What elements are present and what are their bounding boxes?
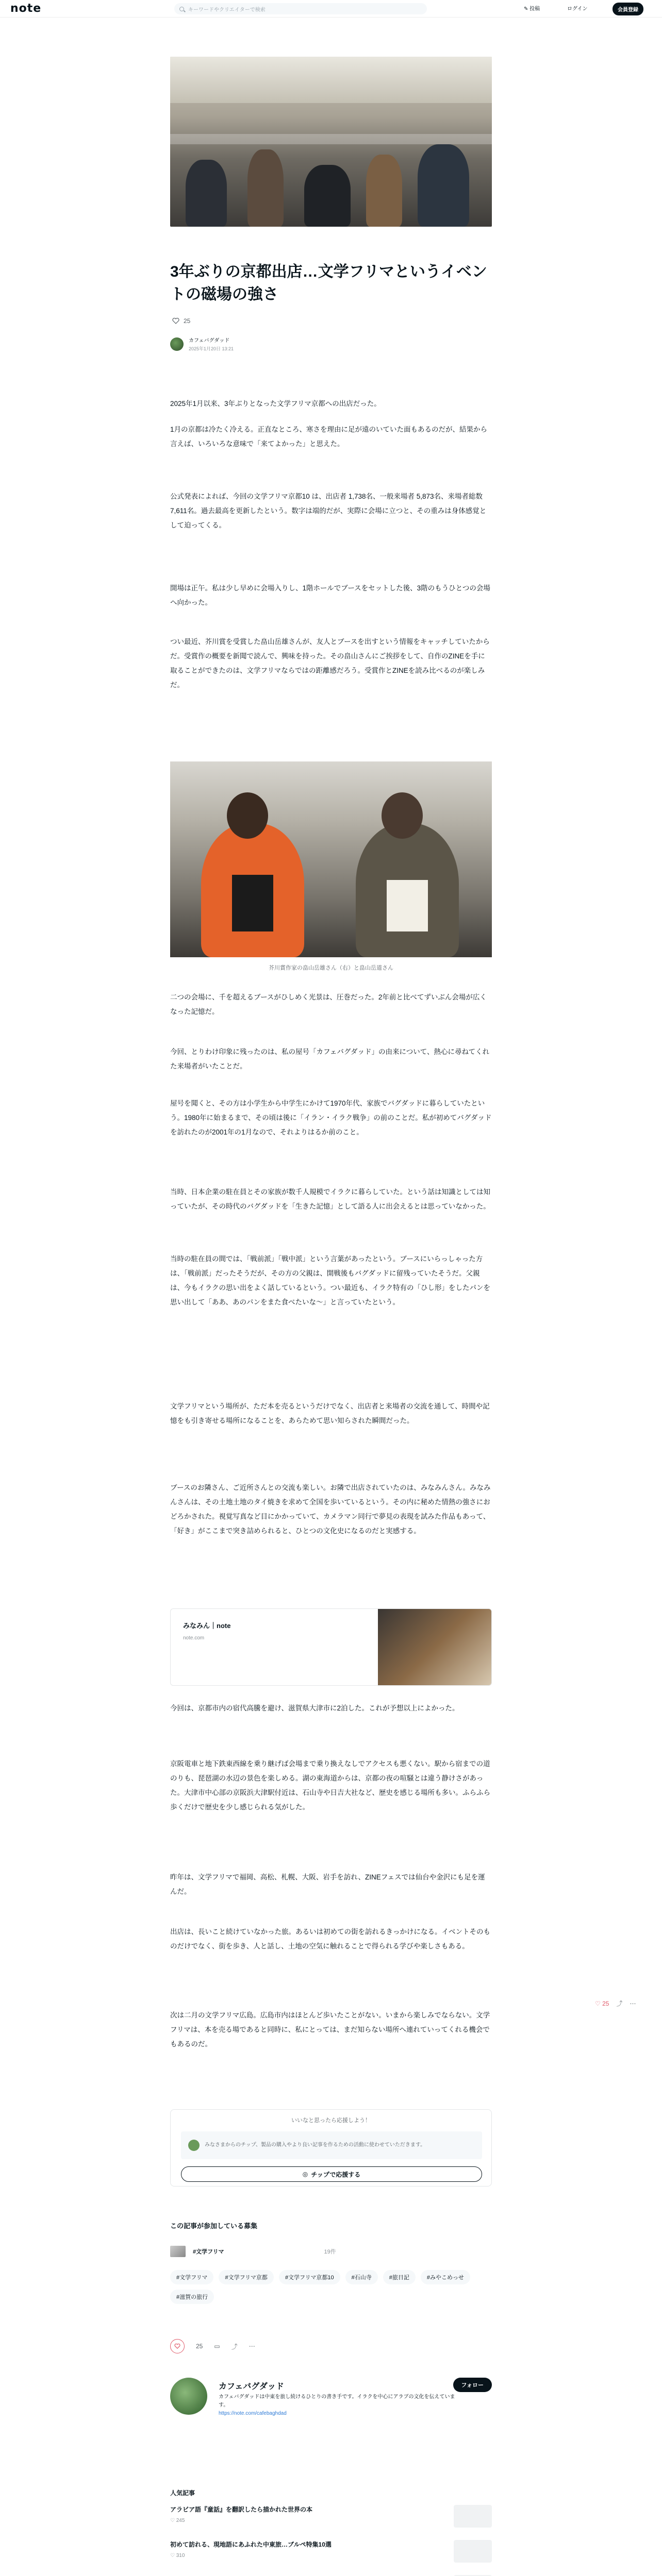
tag[interactable]: #文学フリマ京都 xyxy=(219,2270,273,2284)
paragraph: つい最近、芥川賞を受賞した畠山岳雄さんが、友人とブースを出すという情報をキャッチしていたからだ。受賞作の概要を新聞で読んで、興味を持った。その畠山さんにご挨拶をして、自作のZINEを手に取ることができたのは、文学フリマならではの距離感だろう。受賞作とZINEを読み比べるのが楽しみだ。 xyxy=(170,638,490,689)
paragraph: 開場は正午。私は少し早めに会場入りし、1階ホールでブースをセットした後、3階のもうひとつの会場へ向かった。 xyxy=(170,584,490,606)
tip-button[interactable]: ◎ チップで応援する xyxy=(181,2166,482,2182)
paragraph: 屋号を聞くと、その方は小学生から中学生にかけて1970年代、家族でバグダッドに暮らしていたという。1980年に始まるまで、その頃は後に「イラン・イラク戦争」の前のことだ。私が初めてバグダッドを訪れたのが2001年の1月なので、それよりはるか前のこと。 xyxy=(170,1099,492,1136)
paragraph: 1月の京都は冷たく冷える。正直なところ、寒さを理由に足が遠のいていた面もあるのだが、結果から言えば、いろいろな意味で「来てよかった」と思えた。 xyxy=(170,426,488,448)
paragraph: 2025年1月以来、3年ぶりとなった文学フリマ京都への出店だった。 xyxy=(170,400,381,408)
paragraph: 当時の駐在員の間では、「戦前派」「戦中派」という言葉があったという。ブースにいらっしゃった方は、「戦前派」だったそうだが、その方の父親は、開戦後もバグダッドに留残っていたそうだ。父親は、今もイラクの思い出をよく話しているという。つい最近も、イラク特有の「ひし形」をしたパンを思い出して「ああ、あのパンをまた食べたいな～」と言っていたという。 xyxy=(170,1255,490,1306)
publish-date: 2025年1月20日 13:21 xyxy=(189,346,234,351)
paragraph: 今回、とりわけ印象に残ったのは、私の屋号「カフェバグダッド」の由来について、熱心に尋ねてくれた来場者がいたことだ。 xyxy=(170,1048,490,1070)
share-icon[interactable]: ⤴ xyxy=(231,2343,238,2350)
article-actions xyxy=(170,2339,255,2353)
article-photo xyxy=(170,761,492,957)
tag[interactable]: #文学フリマ京都10 xyxy=(279,2270,340,2284)
embed-url: note.com xyxy=(183,1635,205,1641)
search-placeholder: キーワードやクリエイターで検索 xyxy=(188,7,266,13)
like-count[interactable]: 25 xyxy=(172,317,190,325)
paragraph: 今回は、京都市内の宿代高騰を避け、滋賀県大津市に2泊した。これが予想以上によかった。 xyxy=(170,1704,459,1712)
author-info[interactable] xyxy=(170,336,234,352)
popular-heading: 人気記事 xyxy=(170,2489,195,2497)
comment-icon[interactable]: ▭ xyxy=(214,2343,220,2350)
avatar xyxy=(188,2140,200,2151)
support-box xyxy=(170,2109,492,2187)
tag[interactable]: #滋賀の旅行 xyxy=(170,2290,214,2304)
avatar[interactable] xyxy=(170,337,184,351)
post-button[interactable]: ✎ 投稿 xyxy=(524,6,540,12)
paragraph: 昨年は、文学フリマで福岡、高松、札幌、大阪、岩手を訪れ、ZINEフェスでは仙台や金沢にも足を運んだ。 xyxy=(170,1873,485,1895)
support-text: みなさまからのチップ、製品の購入やより良い記事を作るための活動に使わせていただきます。 xyxy=(205,2142,426,2148)
magazine-heading: この記事が参加している募集 xyxy=(170,2222,258,2230)
popular-thumbnail xyxy=(454,2540,492,2563)
follow-button[interactable]: フォロー xyxy=(453,2378,492,2392)
author-profile xyxy=(170,2378,492,2445)
paragraph: 当時、日本企業の駐在員とその家族が数千人規模でイラクに暮らしていた。という話は知識としては知っていたが、その時代のバグダッドを「生きた記憶」として語る人に出会えるとは思っていなかった。 xyxy=(170,1188,490,1210)
embed-card[interactable] xyxy=(170,1608,492,1686)
embed-thumbnail xyxy=(378,1609,491,1686)
menu-icon[interactable]: ⋯ xyxy=(630,1999,636,2007)
avatar[interactable] xyxy=(170,2378,207,2415)
list-item[interactable]: 初めて訪れる、現地語にあふれた中東旅…ブルペ特集10選 ♡ 310 xyxy=(170,2540,492,2566)
tag[interactable]: #旅日記 xyxy=(383,2270,416,2284)
magazine-thumbnail xyxy=(170,2246,186,2257)
paragraph: ブースのお隣さん、ご近所さんとの交流も楽しい。お隣で出店されていたのは、みなみんさん。みなみんさんは、その土地土地のタイ焼きを求めて全国を歩いているという。その内に秘めた情熱の強さにおどろかされた。視覚写真など目にかかっていて、カメラマン同行で夢見の表現を試みた作品もあって、「好き」がここまで突き詰められると、ひとつの文化史になるのだと実感する。 xyxy=(170,1484,491,1535)
popular-thumbnail xyxy=(454,2505,492,2528)
profile-bio: カフェバグダッドは中東を旅し続けるひとりの書き手です。イラクを中心にアラブの文化を伝えています。 https://note.com/cafebaghdad xyxy=(219,2394,455,2416)
paragraph: 次は二月の文学フリマ広島。広島市内はほとんど歩いたことがない。いまから楽しみでならない。文学フリマは、本を売る場であると同時に、私にとっては、まだ知らない場所へ連れていってくれる機会でもあるのだ。 xyxy=(170,2011,490,2048)
heart-icon xyxy=(172,318,179,324)
tip-icon: ◎ xyxy=(302,2171,308,2178)
login-button[interactable]: ログイン xyxy=(567,6,588,12)
site-header xyxy=(0,0,662,18)
tag[interactable]: #みやこめっせ xyxy=(421,2270,470,2284)
photo-caption: 芥川賞作家の畠山岳雄さん（右）と畠山岳道さん xyxy=(269,965,393,971)
float-like[interactable]: ♡ 25 xyxy=(595,1999,609,2007)
tag[interactable]: #文学フリマ xyxy=(170,2270,213,2284)
signup-button[interactable]: 会員登録 xyxy=(613,3,643,15)
article-title: 3年ぶりの京都出店…文学フリマというイベントの磁場の強さ xyxy=(170,263,487,303)
like-count-bottom: 25 xyxy=(196,2343,203,2350)
support-heading: いいなと思ったら応援しよう！ xyxy=(291,2117,371,2124)
floating-actions xyxy=(595,1999,636,2008)
paragraph: 出店は、長いこと続けていなかった旅。あるいは初めての街を訪れるきっかけになる。イベントそのものだけでなく、街を歩き、人と話し、土地の空気に触れることで得られる学びや楽しさもある。 xyxy=(170,1928,490,1950)
heart-icon xyxy=(174,2344,180,2349)
profile-link[interactable]: https://note.com/cafebaghdad xyxy=(219,2411,287,2416)
note-logo[interactable]: note xyxy=(10,2,42,15)
embed-title: みなみん｜note xyxy=(183,1622,231,1630)
paragraph: 二つの会場に、千を超えるブースがひしめく光景は、圧巻だった。2年前と比べてずいぶん会場が広くなった記憶だ。 xyxy=(170,993,487,1015)
hero-image xyxy=(170,57,492,227)
tag-list xyxy=(170,2270,492,2304)
tag[interactable]: #石山寺 xyxy=(345,2270,378,2284)
menu-icon[interactable]: ⋯ xyxy=(249,2343,255,2350)
magazine-item[interactable] xyxy=(170,2241,492,2262)
author-name[interactable]: カフェバグダッド xyxy=(189,338,230,344)
magazine-count: 19件 xyxy=(324,2249,336,2255)
paragraph: 公式発表によれば、今回の文学フリマ京都10 は、出店者 1,738名、一般来場者 5,873名、来場者総数 7,611名。過去最高を更新したという。数字は端的だが、実際に会場に立つと、その重みは身体感覚として迫ってくる。 xyxy=(170,493,487,529)
paragraph: 文学フリマという場所が、ただ本を売るというだけでなく、出店者と来場者の交流を通して、時間や記憶をも引き寄せる場所になることを、あらためて思い知らされた瞬間だった。 xyxy=(170,1402,490,1425)
like-button[interactable] xyxy=(170,2339,185,2353)
paragraph: 京阪電車と地下鉄東西線を乗り継げば会場まで乗り換えなしでアクセスも悪くない。駅から宿までの道のりも、琵琶湖の水辺の景色を楽しめる。湖の東海道からは、京都の夜の喧騒とは違う静けさがあった。大津市中心部の京阪浜大津駅付近は、石山寺や日吉大社など、歴史を感じる場所も多い。ふらふら歩くだけで歴史を少し感じられる気がした。 xyxy=(170,1760,490,1811)
search-icon xyxy=(179,7,184,11)
list-item[interactable]: アラビア語『童話』を翻訳したら描かれた世界の本 ♡ 245 xyxy=(170,2505,492,2531)
magazine-name: #文学フリマ xyxy=(193,2249,224,2255)
share-icon[interactable]: ⤴ xyxy=(616,2000,623,2007)
search-bar[interactable] xyxy=(174,3,427,14)
profile-name[interactable]: カフェバグダッド xyxy=(219,2382,284,2391)
